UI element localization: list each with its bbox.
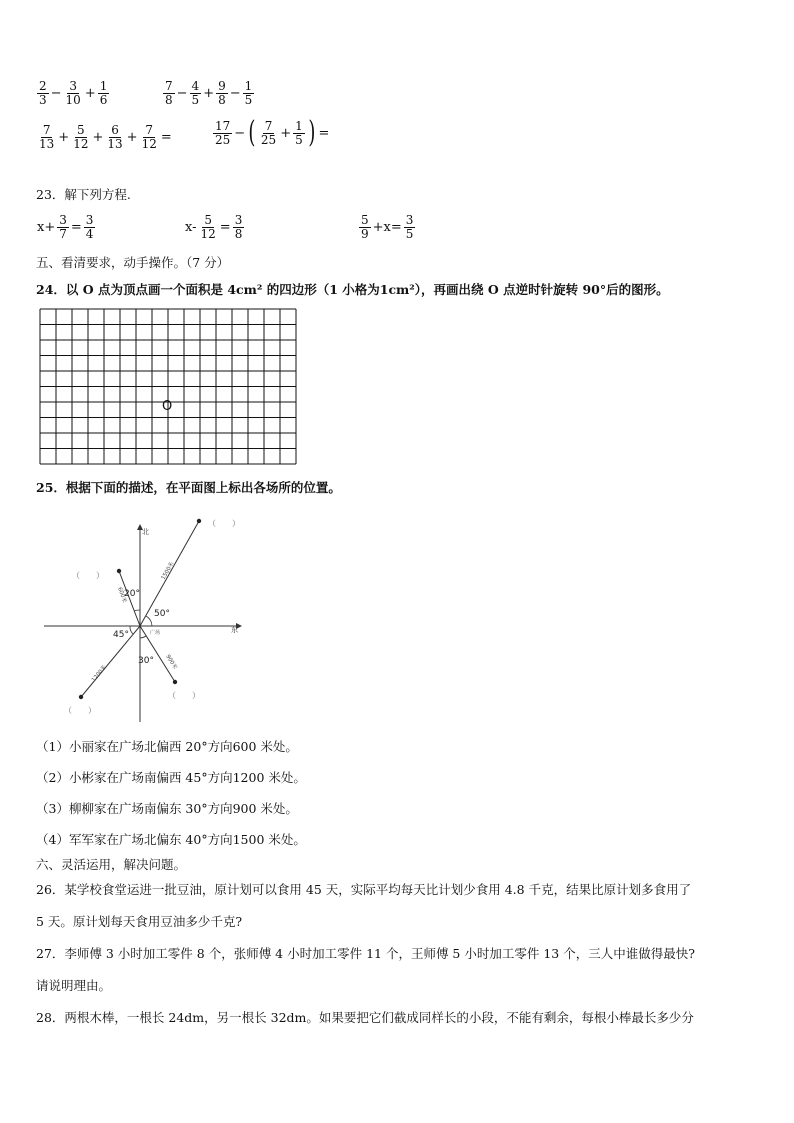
north-label: 北 [142, 528, 149, 536]
point-north-west[interactable] [117, 569, 121, 573]
fraction: $\frac{1}{6}$ [99, 79, 108, 107]
east-label: 东 [231, 626, 238, 634]
fraction: $\frac{3}{7}$ [59, 213, 67, 241]
q23-equation-1: x+ $\frac{3}{7}$ = $\frac{3}{4}$ [37, 213, 94, 241]
point-north-east[interactable] [197, 519, 201, 523]
compass-diagram[interactable] [36, 510, 266, 725]
answer-blank-south-west[interactable]: （ ） [64, 706, 96, 715]
point-south-east[interactable] [173, 680, 177, 684]
angle-label-50: 50° [154, 609, 170, 619]
answer-blank-north-east[interactable]: （ ） [208, 519, 240, 528]
distance-label-600: 600米 [116, 586, 128, 604]
fraction: $\frac{7}{12}$ [141, 123, 157, 151]
q24-text: 24．以 O 点为顶点画一个面积是 4cm² 的四边形（1 小格为1cm²），再画出绕 O 点逆时针旋转 90°后的图形。 [36, 282, 669, 297]
q25-title: 25．根据下面的描述，在平面图上标出各场所的位置。 [36, 480, 341, 495]
q27-line-2: 请说明理由。 [36, 978, 112, 993]
fraction: $\frac{3}{10}$ [65, 79, 81, 107]
fraction: $\frac{1}{5}$ [295, 118, 303, 147]
angle-label-30: 30° [138, 656, 154, 666]
q26-line-2: 5 天。原计划每天食用豆油多少千克? [36, 914, 243, 929]
distance-label-900: 900米 [164, 653, 178, 671]
fraction: $\frac{5}{12}$ [200, 213, 216, 241]
calc-expression-2: $\frac{7}{8}$ − $\frac{4}{5}$ + $\frac{9}{8}$ − $\frac{1}{5}$ [165, 79, 253, 107]
q25-item-4: （4）军军家在广场北偏东 40°方向1500 米处。 [36, 832, 306, 847]
fraction: $\frac{9}{8}$ [218, 79, 226, 107]
fraction: $\frac{7}{8}$ [165, 79, 173, 107]
calc-expression-3: $\frac{7}{13}$ + $\frac{5}{12}$ + $\frac{6}{13}$ + $\frac{7}{12}$ = [39, 123, 172, 151]
fraction: $\frac{3}{5}$ [405, 213, 414, 241]
ray-south-west [81, 626, 140, 697]
calc-expression-1: $\frac{2}{3}$ − $\frac{3}{10}$ + $\frac{1}{6}$ [39, 79, 108, 107]
calc-expression-4: $\frac{17}{25}$ − ( $\frac{7}{25}$ + $\frac{1}{5}$ ) = [215, 115, 330, 150]
point-o-label: O [162, 399, 173, 414]
distance-label-1200: 1200米 [90, 664, 109, 684]
square-grid[interactable] [39, 308, 301, 468]
angle-arc-50 [146, 616, 152, 626]
answer-blank-north-west[interactable]: （ ） [72, 571, 104, 580]
fraction: $\frac{5}{9}$ [361, 213, 369, 241]
fraction: $\frac{6}{13}$ [107, 123, 123, 151]
fraction: $\frac{7}{13}$ [39, 123, 55, 151]
q26-line-1: 26．某学校食堂运进一批豆油，原计划可以食用 45 天，实际平均每天比计划少食用 4.8 千克，结果比原计划多食用了 [36, 882, 692, 897]
q23-equation-3: $\frac{5}{9}$ +x= $\frac{3}{5}$ [361, 213, 414, 241]
fraction: $\frac{5}{12}$ [73, 123, 89, 151]
q25-item-2: （2）小彬家在广场南偏西 45°方向1200 米处。 [36, 770, 306, 785]
angle-arc-45 [130, 626, 133, 634]
q25-item-3: （3）柳柳家在广场南偏东 30°方向900 米处。 [36, 801, 298, 816]
fraction: $\frac{17}{25}$ [215, 118, 231, 147]
angle-label-45: 45° [113, 630, 129, 640]
fraction: $\frac{1}{5}$ [244, 79, 253, 107]
fraction: $\frac{3}{4}$ [85, 213, 94, 241]
q23-equation-2: x- $\frac{5}{12}$ = $\frac{3}{8}$ [185, 213, 243, 241]
distance-label-1500: 1500米 [160, 561, 176, 581]
center-label: 广场 [150, 630, 161, 636]
answer-blank-south-east[interactable]: （ ） [168, 691, 200, 700]
angle-label-20: 20° [124, 589, 140, 599]
point-south-west[interactable] [79, 695, 83, 699]
section-6-heading: 六、灵活运用，解决问题。 [36, 857, 187, 872]
fraction: $\frac{3}{8}$ [234, 213, 243, 241]
section-5-heading: 五、看清要求，动手操作。（7 分） [36, 255, 230, 270]
q25-item-1: （1）小丽家在广场北偏西 20°方向600 米处。 [36, 739, 298, 754]
q27-line-1: 27．李师傅 3 小时加工零件 8 个，张师傅 4 小时加工零件 11 个，王师傅 5 小时加工零件 13 个，三人中谁做得最快? [36, 946, 695, 961]
angle-arc-20 [134, 610, 140, 611]
q28-line-1: 28．两根木棒，一根长 24dm，另一根长 32dm。如果要把它们截成同样长的小段，不能有剩余，每根小棒最长多少分 [36, 1010, 694, 1025]
fraction: $\frac{4}{5}$ [191, 79, 200, 107]
angle-arc-30 [140, 636, 146, 638]
q23-title: 23．解下列方程. [36, 187, 131, 202]
fraction: $\frac{2}{3}$ [39, 79, 47, 107]
fraction: $\frac{7}{25}$ [260, 118, 277, 147]
